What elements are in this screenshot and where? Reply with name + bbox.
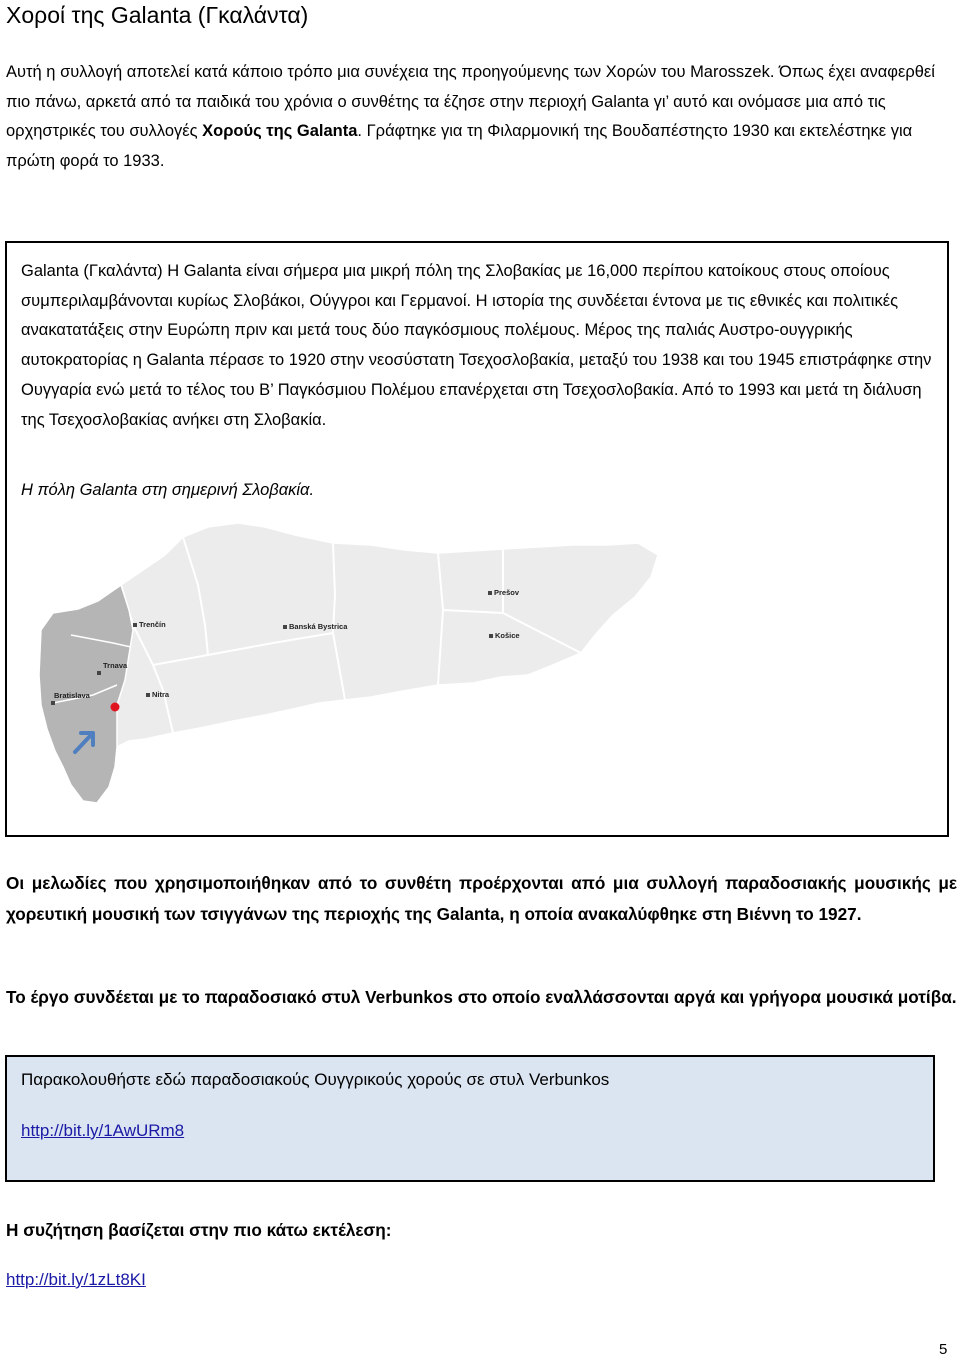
svg-text:Prešov: Prešov: [494, 588, 520, 597]
page-number: 5: [939, 1341, 948, 1358]
watch-dances-box: [5, 1055, 935, 1182]
svg-text:Banská Bystrica: Banská Bystrica: [289, 622, 348, 631]
intro-text-part1: Αυτή η συλλογή αποτελεί κατά κάποιο τρόπο μια συνέχεια της προηγούμενης των Χορών του Marosszek. Όπως έχει αναφερθεί πιο πάνω, αρκετά από τα παιδικά του χρόνια ο συνθέτης τα έζησε στην περιοχή Galanta γι’ αυτό και ονόμασε μια από τις ορχηστρικές του συλλογές: [6, 63, 935, 140]
svg-text:Bratislava: Bratislava: [54, 691, 90, 700]
city-banska-bystrica: [283, 622, 348, 631]
map-caption: Η πόλη Galanta στη σημερινή Σλοβακία.: [21, 481, 315, 499]
intro-bold-title: Χορούς της Galanta: [202, 122, 358, 140]
verbunkos-paragraph: Το έργο συνδέεται με το παραδοσιακό στυλ Verbunkos στο οποίο εναλλάσσονται αργά και γρήγορα μουσικά μοτίβα.: [6, 987, 957, 1007]
slovakia-regions-outline: [39, 523, 658, 803]
galanta-description: Galanta (Γκαλάντα) Η Galanta είναι σήμερα μια μικρή πόλη της Σλοβακίας με 16,000 περίπου κατοίκους στους οποίους συμπεριλαμβάνονται κυρίως Σλοβάκοι, Ούγγροι και Γερμανοί. Η ιστορία της συνδέεται έντονα με τις εθνικές και πολιτικές ανακατατάξεις στην Ευρώπη πριν και μετά τους δύο παγκόσμιους πολέμους. Μέρος της παλιάς Αυστρο-ουγγρικής αυτοκρατορίας η Galanta πέρασε το 1920 στην νεοσύστατη Τσεχοσλοβακία, μεταξύ του 1938 και του 1945 επιστράφηκε στην Ουγγαρία ενώ μετά το τέλος του Β’ Παγκόσμιου Πολέμου επανέρχεται στη Τσεχοσλοβακία. Από το 1993 και μετά τη διάλυση της Τσεχοσλοβακίας ανήκει στη Σλοβακία.: [21, 262, 932, 429]
svg-text:Trenčín: Trenčín: [139, 620, 166, 629]
svg-text:Košice: Košice: [495, 631, 520, 640]
svg-text:Trnava: Trnava: [103, 661, 128, 670]
intro-paragraph: [6, 58, 951, 176]
watch-dances-link[interactable]: http://bit.ly/1AwURm8: [21, 1121, 185, 1140]
performance-label: Η συζήτηση βασίζεται στην πιο κάτω εκτέλεση:: [6, 1220, 392, 1240]
slovakia-map: [33, 515, 693, 815]
intro-text-part2: . Γράφτηκε για τη Φιλαρμονική της Βουδαπέστηςτο 1930 και εκτελέστηκε για πρώτη φορά το 1933.: [6, 122, 913, 170]
galanta-info-box: [5, 241, 949, 837]
galanta-location-marker: [111, 703, 120, 712]
page-title: Χοροί της Galanta (Γκαλάντα): [6, 2, 309, 28]
melodies-paragraph: Οι μελωδίες που χρησιμοποιήθηκαν από το συνθέτη προέρχονται από μια συλλογή παραδοσιακής μουσικής με χορευτική μουσική των τσιγγάνων της περιοχής της Galanta, η οποία ανακαλύφθηκε στη Βιέννη το 1927.: [6, 873, 957, 924]
watch-dances-text: Παρακολουθήστε εδώ παραδοσιακούς Ουγγρικούς χορούς σε στυλ Verbunkos: [21, 1070, 610, 1089]
performance-link[interactable]: http://bit.ly/1zLt8KI: [6, 1270, 146, 1289]
svg-text:Nitra: Nitra: [152, 690, 170, 699]
